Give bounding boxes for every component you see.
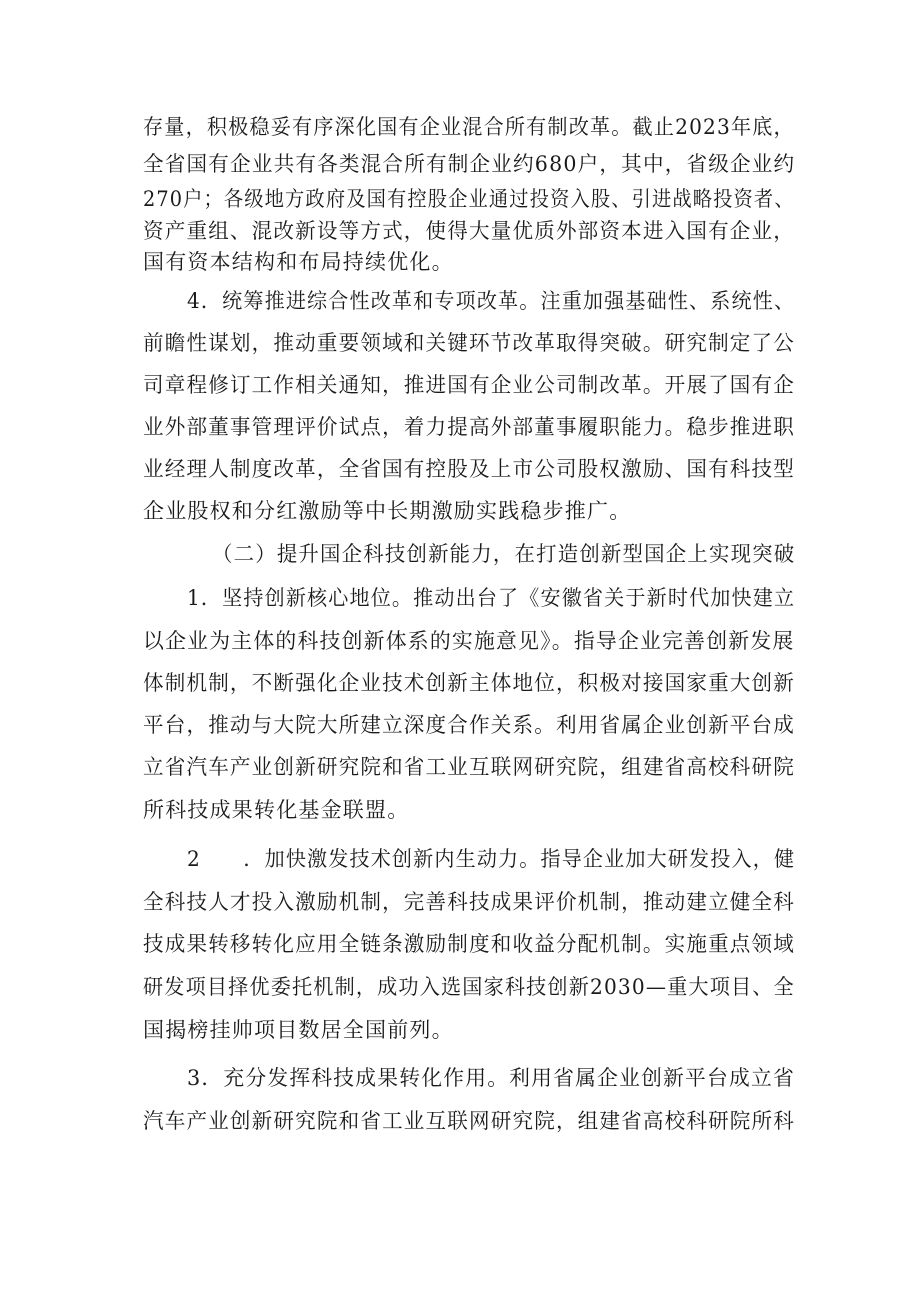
text-line: 国揭榜挂帅项目数居全国前列。: [143, 1018, 454, 1042]
text-line: 270户；各级地方政府及国有控股企业通过投资入股、引进战略投资者、: [143, 187, 795, 211]
paragraph-heading: 1．坚持创新核心地位。推动出台了《安徽省关于新时代加快建立: [187, 586, 796, 610]
text-line: 国有资本结构和布局持续优化。: [143, 250, 454, 274]
paragraph-heading: 4．统筹推进综合性改革和专项改革。注重加强基础性、系统性、: [187, 289, 796, 313]
paragraph-heading: 2 ．加快激发技术创新内生动力。指导企业加大研发投入，健: [187, 847, 796, 871]
text-line: 体制机制，不断强化企业技术创新主体地位，积极对接国家重大创新: [143, 671, 796, 695]
text-line: 资产重组、混改新设等方式，使得大量优质外部资本进入国有企业，: [143, 219, 796, 243]
text-line: 存量，积极稳妥有序深化国有企业混合所有制改革。截止2023年底，: [143, 115, 795, 139]
text-line: 所科技成果转化基金联盟。: [143, 798, 410, 822]
text-line: 研发项目择优委托机制，成功入选国家科技创新2030—重大项目、全: [143, 975, 795, 999]
text-line: 前瞻性谋划，推动重要领域和关键环节改革取得突破。研究制定了公: [143, 331, 796, 355]
text-line: 司章程修订工作相关通知，推进国有企业公司制改革。开展了国有企: [143, 373, 796, 397]
text-line: 业外部董事管理评价试点，着力提高外部董事履职能力。稳步推进职: [143, 415, 796, 439]
text-line: 立省汽车产业创新研究院和省工业互联网研究院，组建省高校科研院: [143, 755, 796, 779]
text-line: 全科技人才投入激励机制，完善科技成果评价机制，推动建立健全科: [143, 890, 796, 914]
text-line: 全省国有企业共有各类混合所有制企业约680户，其中，省级企业约: [143, 152, 796, 176]
paragraph-heading: 3．充分发挥科技成果转化作用。利用省属企业创新平台成立省: [187, 1066, 795, 1090]
section-heading: （二）提升国企科技创新能力，在打造创新型国企上实现突破: [212, 542, 796, 566]
text-line: 平台，推动与大院大所建立深度合作关系。利用省属企业创新平台成: [143, 713, 796, 737]
text-line: 技成果转移转化应用全链条激励制度和收益分配机制。实施重点领域: [143, 932, 796, 956]
text-line: 以企业为主体的科技创新体系的实施意见》。指导企业完善创新发展: [143, 629, 795, 653]
text-line: 汽车产业创新研究院和省工业互联网研究院，组建省高校科研院所科: [143, 1109, 796, 1133]
text-line: 业经理人制度改革，全省国有控股及上市公司股权激励、国有科技型: [143, 457, 796, 481]
text-line: 企业股权和分红激励等中长期激励实践稳步推广。: [143, 499, 632, 523]
